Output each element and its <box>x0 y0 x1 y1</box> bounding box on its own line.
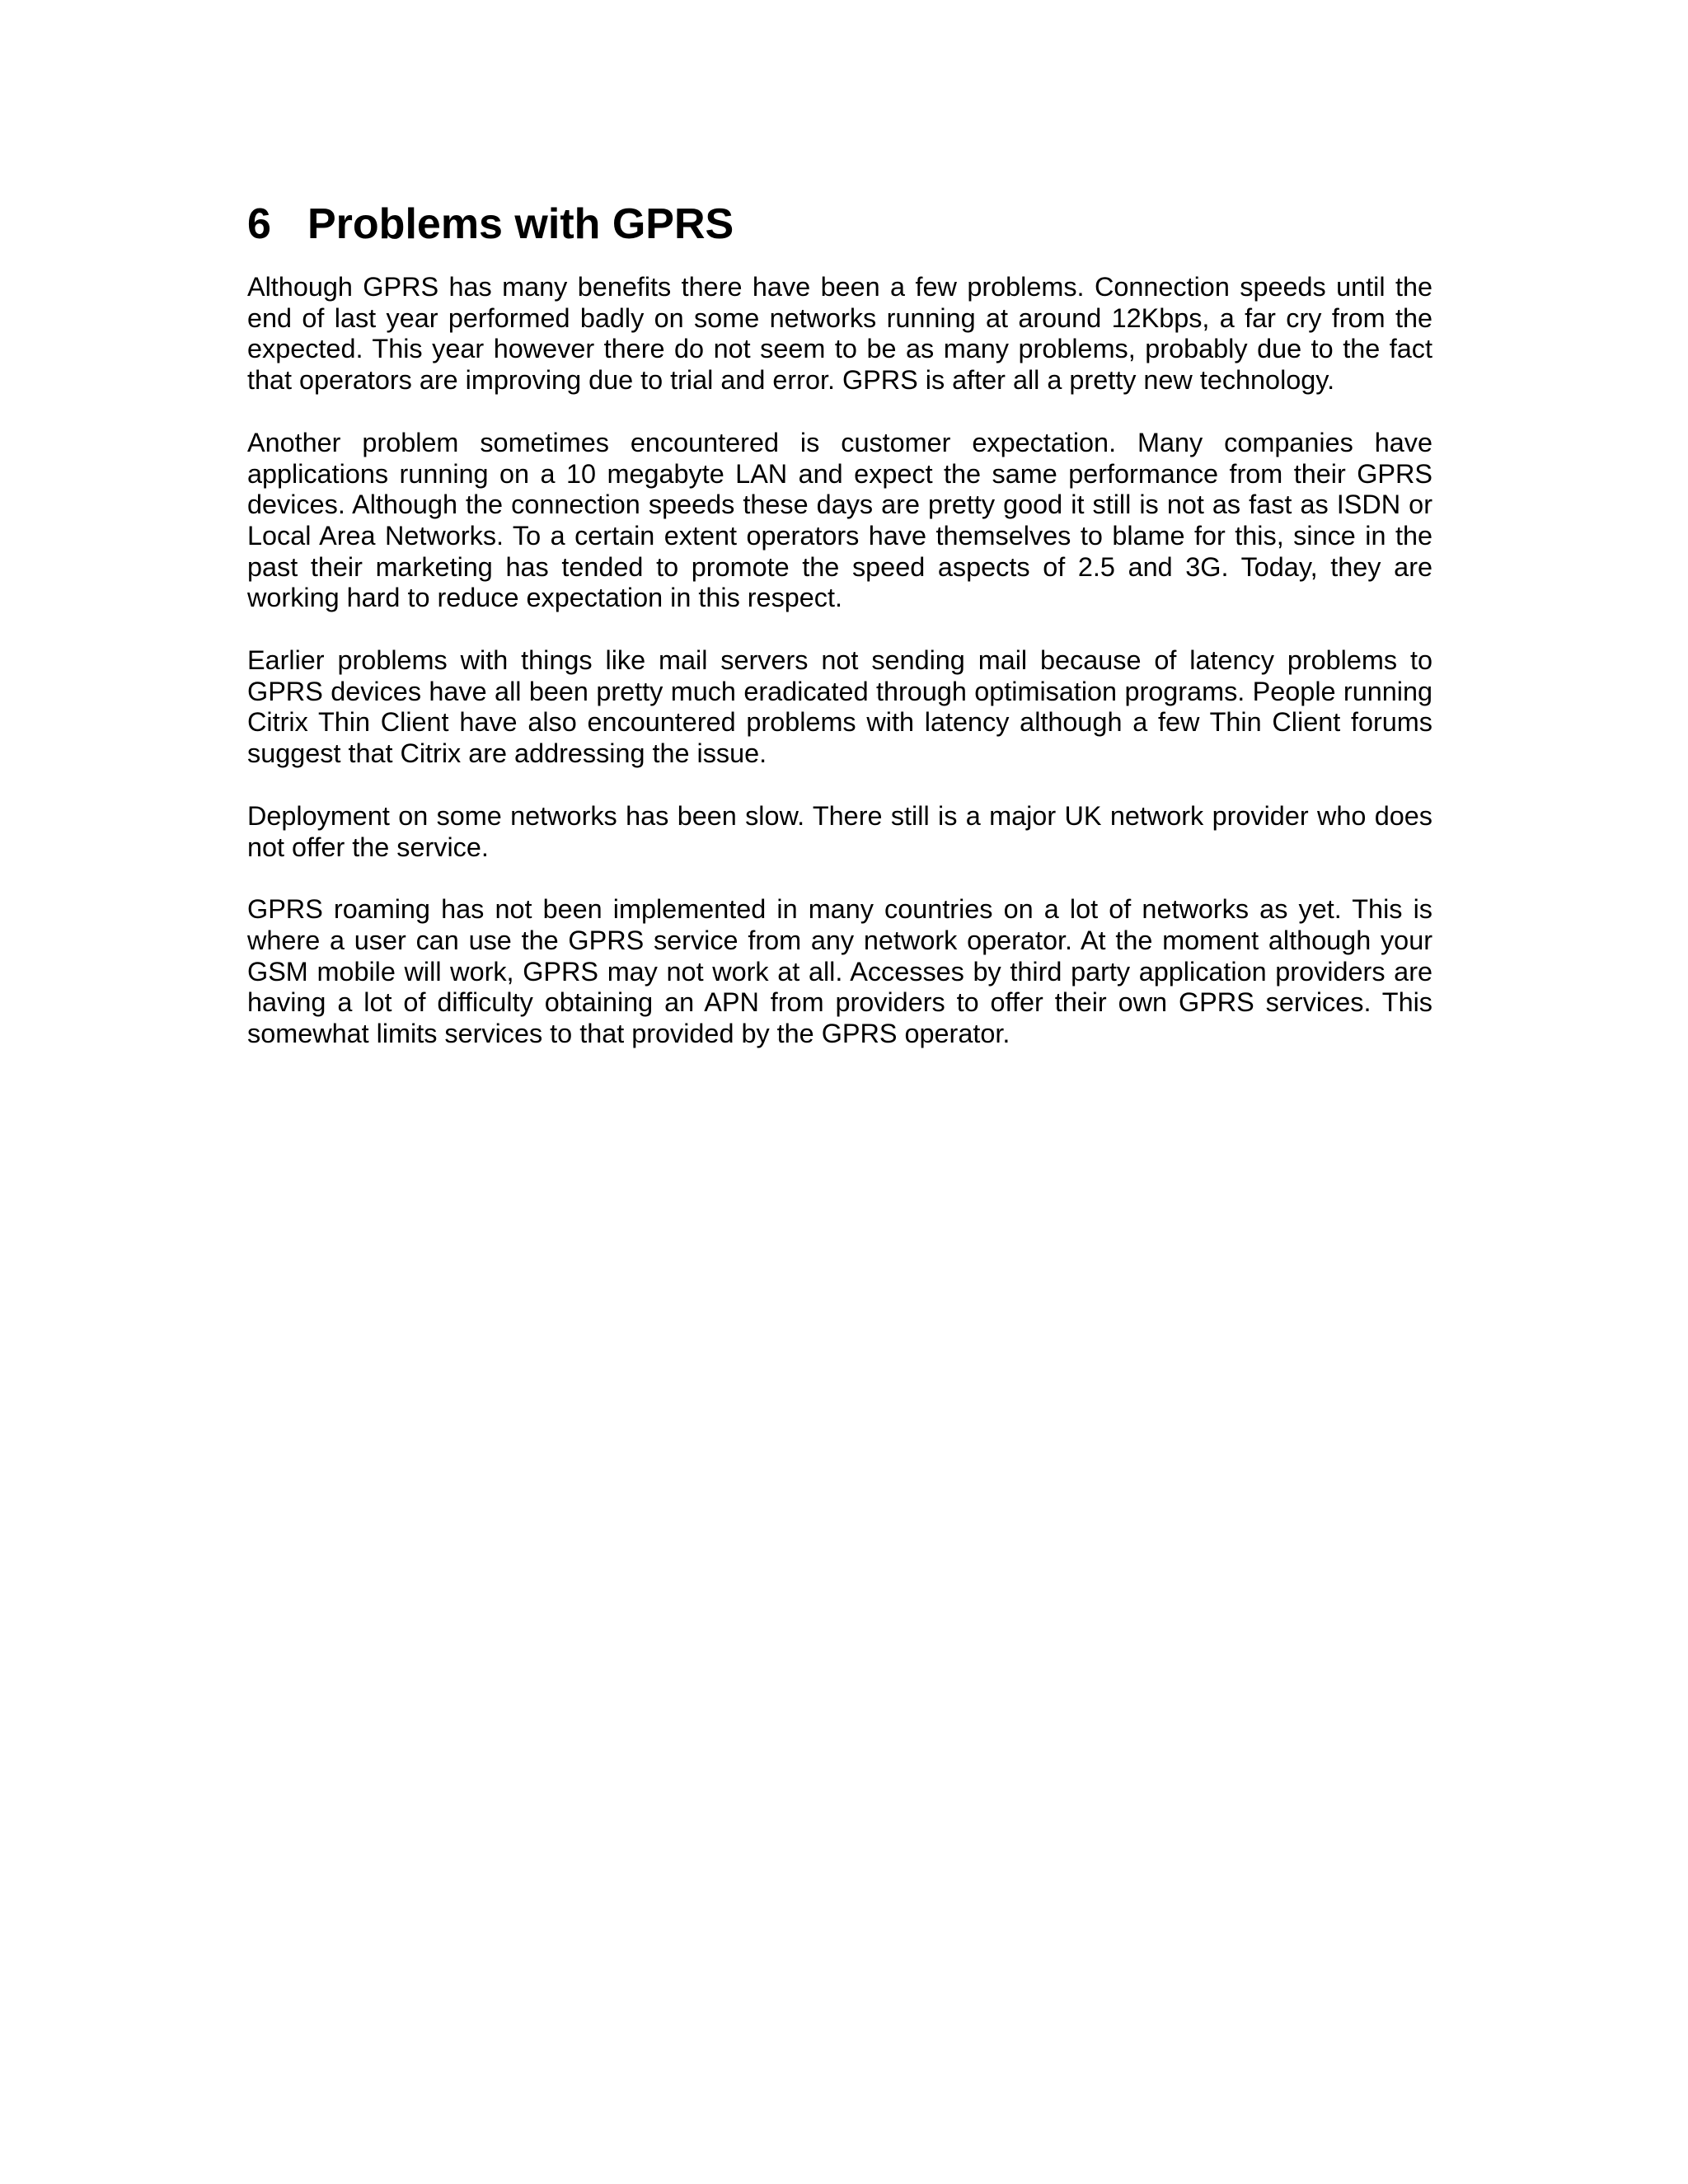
paragraph-customer-expectation: Another problem sometimes encountered is customer expectation. Many companies have applications running on a 10 megabyte LAN and expect the same performance from their GPRS devices. Although the connection speeds these days are pretty good it still is not as fast as ISDN or Local Area Networks. To a certain extent operators have themselves to blame for this, since in the past their marketing has tended to promote the speed aspects of 2.5 and 3G. Today, they are working hard to reduce expectation in this respect. <box>247 427 1432 613</box>
paragraph-latency-problems: Earlier problems with things like mail servers not sending mail because of latency problems to GPRS devices have all been pretty much eradicated through optimisation programs. People running Citrix Thin Client have also encountered problems with latency although a few Thin Client forums suggest that Citrix are addressing the issue. <box>247 645 1432 769</box>
paragraph-connection-speeds: Although GPRS has many benefits there have been a few problems. Connection speeds until the end of last year performed badly on some networks running at around 12Kbps, a far cry from the expected. This year however there do not seem to be as many problems, probably due to the fact that operators are improving due to trial and error. GPRS is after all a pretty new technology. <box>247 272 1432 396</box>
paragraph-deployment: Deployment on some networks has been slow. There still is a major UK network provider who does not offer the service. <box>247 800 1432 862</box>
section-title: Problems with GPRS <box>307 200 734 248</box>
section-heading <box>247 191 1432 257</box>
document-content <box>247 191 1432 1050</box>
paragraph-gprs-roaming: GPRS roaming has not been implemented in many countries on a lot of networks as yet. This is where a user can use the GPRS service from any network operator. At the moment although your GSM mobile will work, GPRS may not work at all. Accesses by third party application providers are having a lot of difficulty obtaining an APN from providers to offer their own GPRS services. This somewhat limits services to that provided by the GPRS operator. <box>247 894 1432 1049</box>
section-number: 6 <box>247 200 271 248</box>
